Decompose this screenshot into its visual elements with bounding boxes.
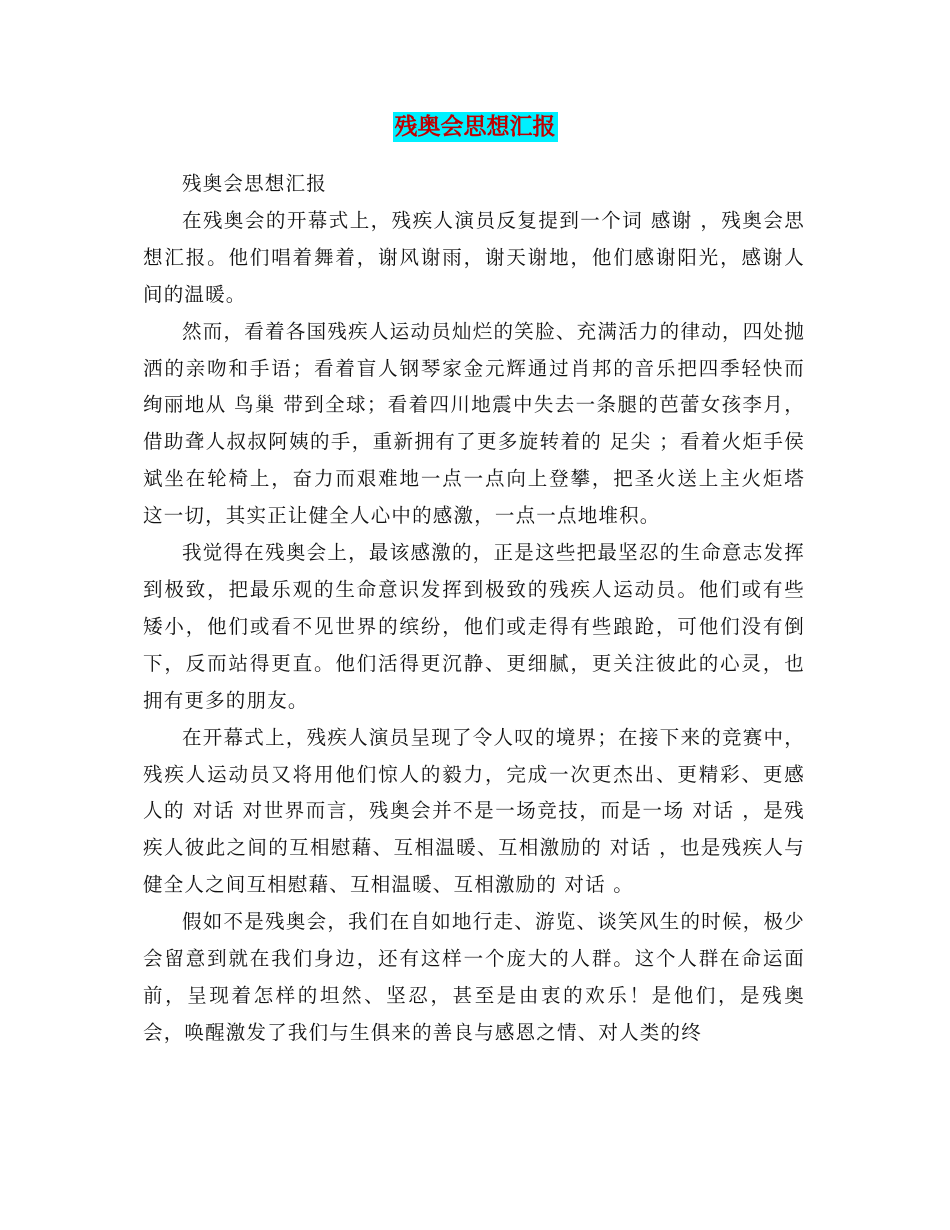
document-body: [143, 166, 805, 1052]
paragraph: 假如不是残奥会，我们在自如地行走、游览、谈笑风生的时候，极少会留意到就在我们身边，还有这样一个庞大的人群。这个人群在命运面前，呈现着怎样的坦然、坚忍，甚至是由衷的欢乐！是他们，是残奥会，唤醒激发了我们与生俱来的善良与感恩之情、对人类的终: [143, 910, 805, 1044]
paragraph: 残奥会思想汇报: [182, 172, 327, 195]
title-container: [0, 112, 950, 142]
document-title: 残奥会思想汇报: [394, 113, 556, 140]
paragraph: 然而，看着各国残疾人运动员灿烂的笑脸、充满活力的律动，四处抛洒的亲吻和手语；看着盲人钢琴家金元辉通过肖邦的音乐把四季轻快而绚丽地从 鸟巢 带到全球；看着四川地震中失去一条腿的芭蕾女孩李月，借助聋人叔叔阿姨的手，重新拥有了更多旋转着的 足尖 ；看着火炬手侯斌坐在轮椅上，奋力而艰难地一点一点向上登攀，把圣火送上主火炬塔 这一切，其实正让健全人心中的感激，一点一点地堆积。: [143, 319, 805, 528]
paragraph: 我觉得在残奥会上，最该感激的，正是这些把最坚忍的生命意志发挥到极致，把最乐观的生命意识发挥到极致的残疾人运动员。他们或有些矮小，他们或看不见世界的缤纷，他们或走得有些踉跄，可他们没有倒下，反而站得更直。他们活得更沉静、更细腻，更关注彼此的心灵，也拥有更多的朋友。: [143, 541, 805, 712]
paragraph: 在开幕式上，残疾人演员呈现了令人叹的境界；在接下来的竞赛中，残疾人运动员又将用他们惊人的毅力，完成一次更杰出、更精彩、更感人的 对话 对世界而言，残奥会并不是一场竞技，而是一场 对话 ，是残疾人彼此之间的互相慰藉、互相温暖、互相激励的 对话 ，也是残疾人与健全人之间互相慰藉、互相温暖、互相激励的 对话 。: [143, 725, 805, 897]
paragraph: 在残奥会的开幕式上，残疾人演员反复提到一个词 感谢 ，残奥会思想汇报。他们唱着舞着，谢风谢雨，谢天谢地，他们感谢阳光，感谢人间的温暖。: [143, 208, 805, 306]
